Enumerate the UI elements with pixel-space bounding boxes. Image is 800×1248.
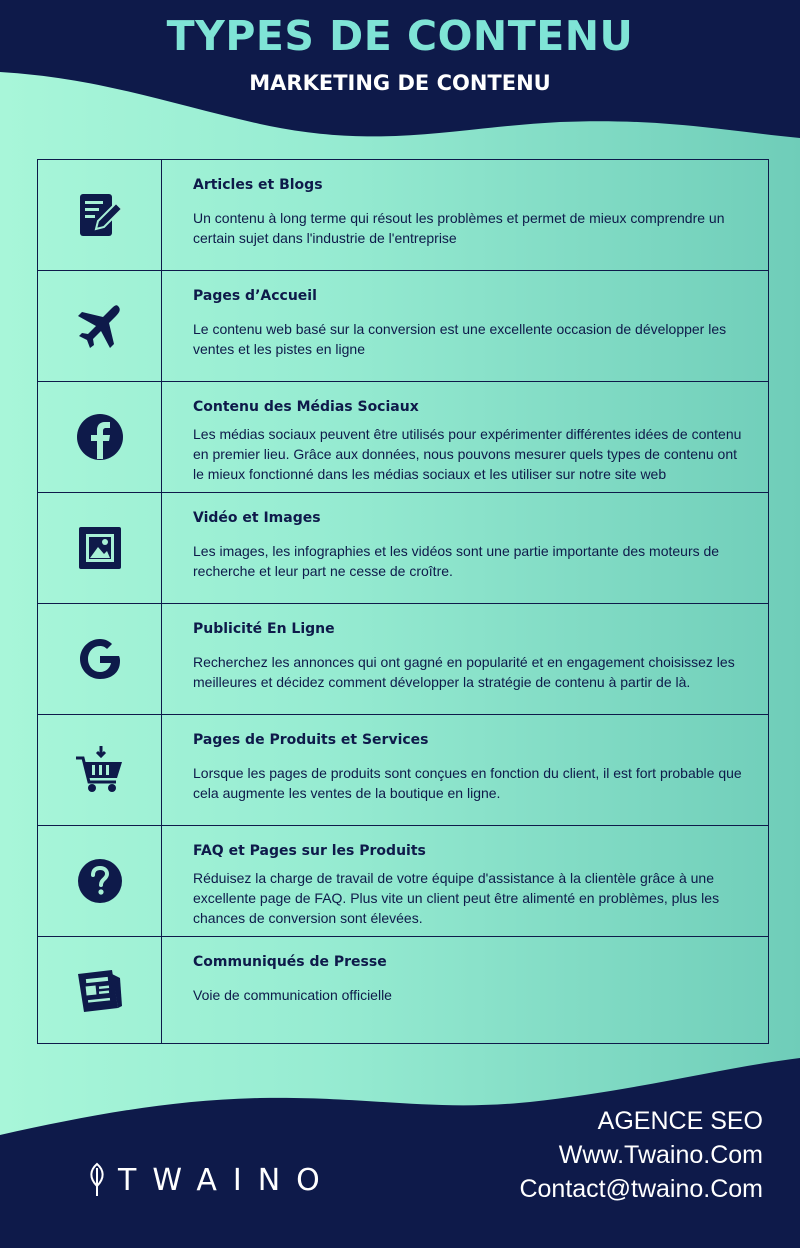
page-title: TYPES DE CONTENU <box>166 12 634 60</box>
row-title: Articles et Blogs <box>193 177 323 193</box>
row-description: Les médias sociaux peuvent être utilisés pour expérimenter différentes idées de contenu en premier lieu. Grâce aux données, nous pouvons mesurer quels types de contenu ont le mieux fonctionné dans les médias sociaux et les utiliser sur notre site web <box>193 426 742 482</box>
row-title: Vidéo et Images <box>193 510 321 526</box>
leaf-icon <box>86 1162 108 1198</box>
table-row <box>38 826 768 937</box>
facebook-icon <box>74 411 126 463</box>
row-title: FAQ et Pages sur les Produits <box>193 843 426 859</box>
page-subtitle: MARKETING DE CONTENU <box>249 71 551 95</box>
airplane-icon <box>74 300 126 352</box>
question-circle-icon <box>74 855 126 907</box>
google-icon <box>74 633 126 685</box>
row-description: Voie de communication officielle <box>193 987 392 1003</box>
document-edit-icon <box>74 189 126 241</box>
content-types-table <box>37 159 769 1044</box>
row-title: Pages de Produits et Services <box>193 732 429 748</box>
table-row <box>38 160 768 271</box>
agency-label: AGENCE SEO <box>597 1107 763 1135</box>
footer-contact <box>519 1104 763 1206</box>
row-title: Publicité En Ligne <box>193 621 335 637</box>
table-row <box>38 604 768 715</box>
row-description: Lorsque les pages de produits sont conçues en fonction du client, il est fort probable que cela augmente les ventes de la boutique en ligne. <box>193 765 742 801</box>
row-title: Communiqués de Presse <box>193 954 387 970</box>
row-description: Les images, les infographies et les vidéos sont une partie importante des moteurs de recherche et leur part ne cesse de croître. <box>193 543 720 579</box>
row-description: Un contenu à long terme qui résout les problèmes et permet de mieux comprendre un certain sujet dans l'industrie de l'entreprise <box>193 210 725 246</box>
table-row <box>38 493 768 604</box>
newspaper-icon <box>74 964 126 1016</box>
twaino-logo <box>86 1162 336 1198</box>
shopping-cart-icon <box>74 744 126 796</box>
row-description: Recherchez les annonces qui ont gagné en popularité et en engagement choisissez les meilleures et décidez comment développer la stratégie de contenu à partir de là. <box>193 654 735 690</box>
table-row <box>38 382 768 493</box>
email-link[interactable]: Contact@twaino.Com <box>519 1175 763 1203</box>
row-title: Contenu des Médias Sociaux <box>193 399 419 415</box>
row-title: Pages d’Accueil <box>193 288 317 304</box>
website-link[interactable]: Www.Twaino.Com <box>558 1141 763 1169</box>
table-row <box>38 271 768 382</box>
row-description: Le contenu web basé sur la conversion est une excellente occasion de développer les ventes et les pistes en ligne <box>193 321 727 357</box>
table-row <box>38 937 768 1043</box>
table-row <box>38 715 768 826</box>
picture-frame-icon <box>74 522 126 574</box>
row-description: Réduisez la charge de travail de votre équipe d'assistance à la clientèle grâce à une excellente page de FAQ. Plus vite un client peut être alimenté en problèmes, plus les chances de conversion sont élevées. <box>193 870 720 926</box>
logo-text: TWAINO <box>118 1162 336 1198</box>
